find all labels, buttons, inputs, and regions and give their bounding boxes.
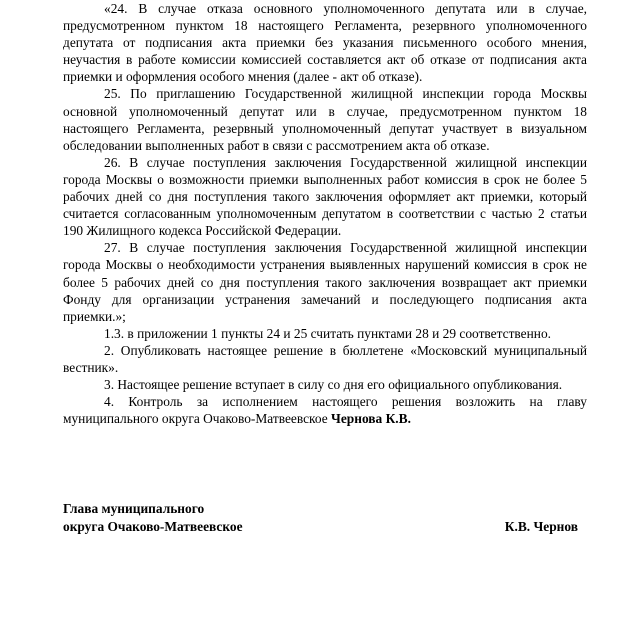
signature-row [63, 518, 587, 536]
document-body [63, 0, 587, 427]
paragraph-25: 25. По приглашению Государственной жилищной инспекции города Москвы основной уполномоченный депутат или в случае, предусмотренном пунктом 18 настоящего Регламента, резервный уполномоченный депутат участвует в визуальном обследовании выполненных работ в связи с рассмотрением акта об отказе. [63, 86, 587, 153]
paragraph-1-3: 1.3. в приложении 1 пункты 24 и 25 считать пунктами 28 и 29 соответственно. [104, 325, 551, 341]
paragraph-3: 3. Настоящее решение вступает в силу со дня его официального опубликования. [104, 377, 563, 393]
paragraph-26: 26. В случае поступления заключения Государственной жилищной инспекции города Москвы о возможности приемки выполненных работ комиссия в срок не более 5 рабочих дней со дня поступления такого заключения оформляет акт приемки, который считается согласованным уполномоченным депутатом в соответствии с частью 2 статьи 190 Жилищного кодекса Российской Федерации. [63, 154, 587, 239]
paragraph-4-text: 4. Контроль за исполнением настоящего решения возложить на главу муниципального округа Очаково-Матвеевское [63, 394, 587, 427]
signature-block [63, 500, 587, 536]
paragraph-24: «24. В случае отказа основного уполномоченного депутата или в случае, предусмотренном пунктом 18 настоящего Регламента, резервного уполномоченного депутата от подписания акта приемки без указания письменного особого мнения, неучастия в работе комиссии комиссией составляется акт об отказе от подписания акта приемки и оформления особого мнения (далее - акт об отказе). [63, 1, 587, 85]
paragraph-2: 2. Опубликовать настоящее решение в бюллетене «Московский муниципальный вестник». [63, 342, 587, 375]
paragraph-4 [63, 393, 587, 427]
paragraph-27: 27. В случае поступления заключения Государственной жилищной инспекции города Москвы о необходимости устранения выявленных нарушений комиссия в срок не более 5 рабочих дней со дня поступления такого заключения возвращает акт приемки Фонду для организации устранения замечаний и последующего подписания акта приемки.»; [63, 240, 587, 324]
paragraph-4-name: Чернова К.В. [331, 411, 411, 427]
signature-title-line-1: Глава муниципального [63, 501, 205, 516]
signature-name: К.В. Чернов [504, 519, 578, 534]
signature-title-line-2: округа Очаково-Матвеевское [63, 519, 243, 534]
